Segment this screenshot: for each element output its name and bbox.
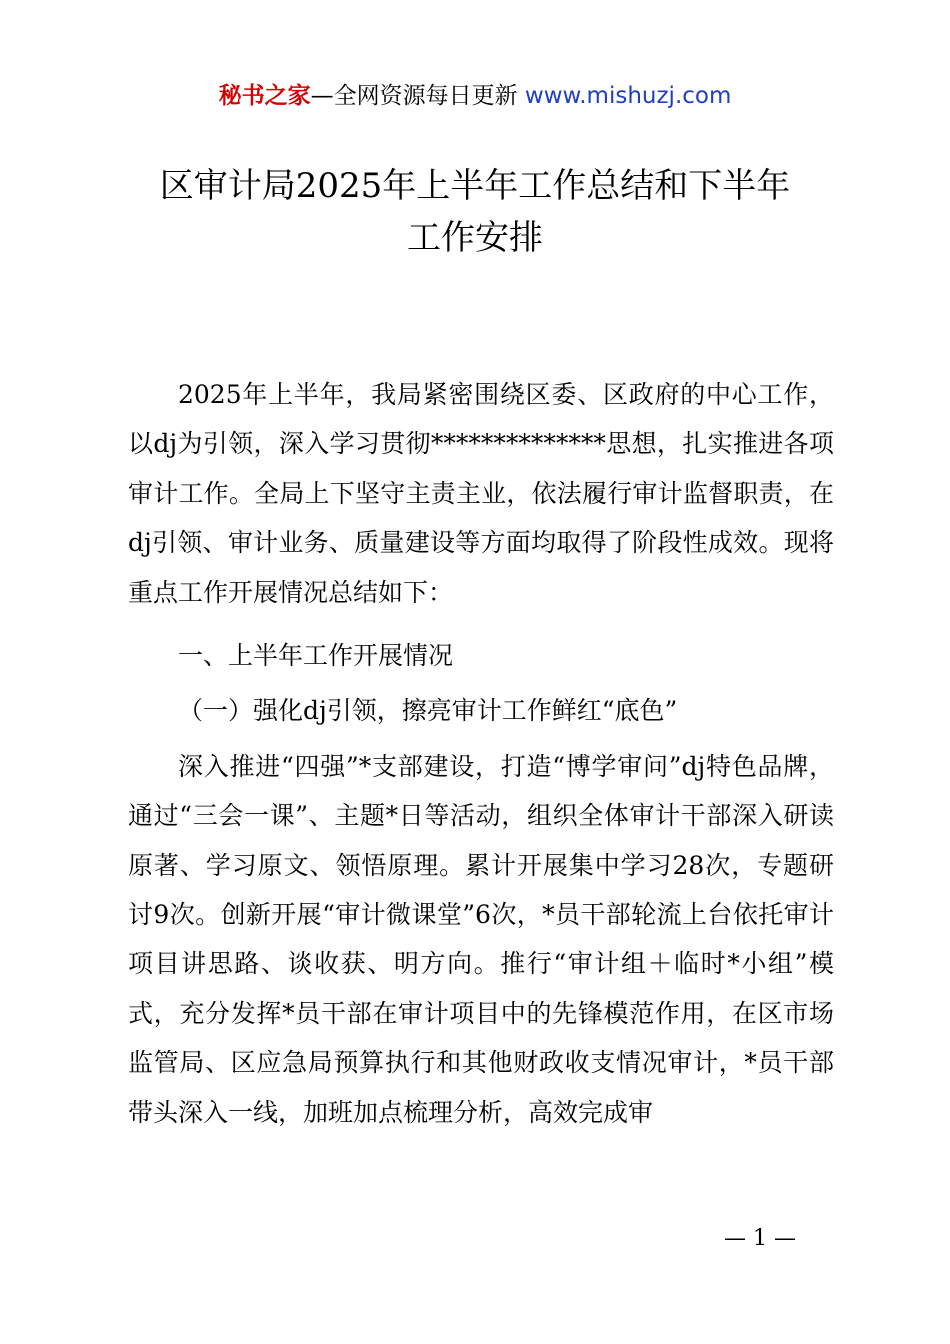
document-body [128, 370, 834, 1137]
intro-paragraph: 2025年上半年，我局紧密围绕区委、区政府的中心工作，以dj为引领，深入学习贯彻**************思想，扎实推进各项审计工作。全局上下坚守主责主业，依法履行审计监督职责，在dj引领、审计业务、质量建设等方面均取得了阶段性成效。现将重点工作开展情况总结如下： [128, 380, 834, 607]
title-line-1: 区审计局2025年上半年工作总结和下半年 [159, 166, 791, 206]
brand-name: 秘书之家 [218, 83, 311, 109]
subsection-heading: （一）强化dj引领，擦亮审计工作鲜红“底色” [178, 696, 678, 726]
banner-tagline: —全网资源每日更新 [310, 83, 518, 109]
title-line-2: 工作安排 [407, 218, 543, 258]
site-banner [0, 80, 950, 112]
section-heading: 一、上半年工作开展情况 [178, 641, 454, 671]
site-url-link[interactable]: www.mishuzj.com [524, 83, 732, 109]
body-paragraph: 深入推进“四强”*支部建设，打造“博学审问”dj特色品牌，通过“三会一课”、主题*日等活动，组织全体审计干部深入研读原著、学习原文、领悟原理。累计开展集中学习28次，专题研讨9次。创新开展“审计微课堂”6次，*员干部轮流上台依托审计项目讲思路、谈收获、明方向。推行“审计组＋临时*小组”模式，充分发挥*员干部在审计项目中的先锋模范作用，在区市场监管局、区应急局预算执行和其他财政收支情况审计，*员干部带头深入一线，加班加点梳理分析，高效完成审 [128, 751, 834, 1127]
page-number: — 1 — [724, 1226, 796, 1251]
document-title [60, 160, 890, 264]
